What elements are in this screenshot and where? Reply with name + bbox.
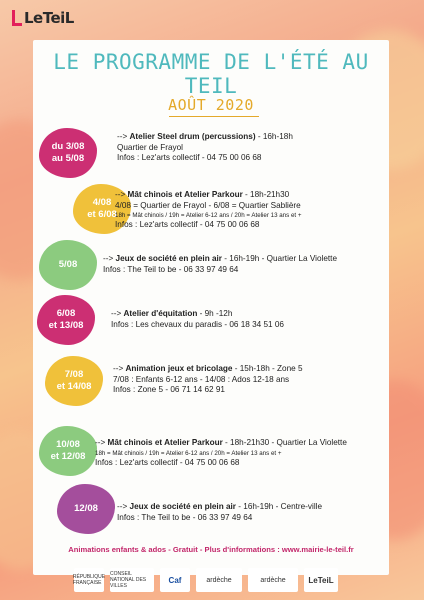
event-info-line: Infos : The Teil to be - 06 33 97 49 64 [103, 264, 239, 274]
event-details [95, 438, 383, 468]
date-badge [37, 295, 95, 345]
date-badge-line: 4/08 [92, 197, 112, 208]
event-item [33, 484, 389, 540]
event-title: Mât chinois et Atelier Parkour [127, 190, 243, 199]
date-badge-line: 12/08 [74, 503, 98, 514]
partner-label: ardèche [260, 576, 286, 584]
event-details [103, 254, 383, 275]
partner-logos [74, 566, 342, 594]
event-details [115, 190, 383, 231]
logo-text: LeTeiL [24, 9, 74, 27]
date-badge [39, 128, 97, 178]
event-info-line: Quartier de Frayol [117, 142, 183, 152]
event-details [113, 364, 383, 396]
date-badge-line: 6/08 [56, 308, 76, 319]
event-info-line: Infos : Lez'arts collectif - 04 75 00 06 68 [117, 153, 262, 162]
event-info-line: 7/08 : Enfants 6-12 ans - 14/08 : Ados 12-18 ans [113, 374, 290, 384]
date-badge-line: et 14/08 [56, 381, 92, 392]
event-item [33, 240, 389, 296]
event-info-line: 18h = Mât chinois / 19h = Atelier 6-12 ans / 20h = Atelier 13 ans et + [95, 449, 282, 457]
event-time: - 18h-21h30 - Quartier La Violette [222, 438, 347, 447]
event-info-line: Infos : Lez'arts collectif - 04 75 00 06 68 [115, 220, 260, 229]
event-title: Mât chinois et Atelier Parkour [107, 438, 223, 447]
ardeche-logo-2[interactable] [248, 568, 298, 592]
ardeche-logo[interactable] [196, 568, 242, 592]
event-details [117, 132, 383, 164]
event-info-line: Infos : Zone 5 - 06 71 14 62 91 [113, 385, 225, 394]
event-details [117, 502, 383, 523]
partner-label: Caf [168, 575, 182, 585]
date-badge-line: et 13/08 [48, 320, 84, 331]
page-title: LE PROGRAMME DE L'ÉTÉ AU TEIL [53, 50, 369, 98]
event-item [33, 128, 389, 184]
cnv-logo[interactable] [110, 568, 154, 592]
event-item [33, 426, 389, 482]
event-title-line [117, 502, 383, 513]
arrow-prefix: --> [103, 254, 116, 263]
le-teil-logo[interactable] [304, 568, 338, 592]
event-title: Jeux de société en plein air [115, 254, 222, 263]
arrow-prefix: --> [117, 502, 130, 511]
date-badge-line: et 12/08 [50, 451, 86, 462]
event-details [111, 309, 383, 330]
event-time: - 18h-21h30 [242, 190, 290, 199]
event-time: - 16h-19h - Quartier La Violette [222, 254, 337, 263]
event-time: - 15h-18h - Zone 5 [232, 364, 303, 373]
date-badge [45, 356, 103, 406]
subtitle-underline [169, 116, 259, 117]
event-title: Atelier Steel drum (percussions) [129, 132, 256, 141]
page-subtitle: AOÛT 2020 [168, 96, 254, 114]
event-title: Atelier d'équitation [123, 309, 198, 318]
event-title: Animation jeux et bricolage [125, 364, 233, 373]
date-badge-line: du 3/08 [51, 141, 85, 152]
date-badge [39, 240, 97, 290]
le-teil-logo[interactable] [12, 8, 74, 28]
date-badge-line: au 5/08 [51, 153, 85, 164]
event-item [33, 184, 389, 240]
program-card [33, 40, 389, 575]
arrow-prefix: --> [111, 309, 124, 318]
event-title-line [103, 254, 383, 265]
arrow-prefix: --> [115, 190, 128, 199]
event-time: - 9h -12h [197, 309, 233, 318]
footer-info: Animations enfants & ados - Gratuit - Plus d'informations : www.mairie-le-teil.fr [68, 545, 354, 554]
date-badge-line: 5/08 [58, 259, 78, 270]
partner-label: ardèche [206, 576, 232, 584]
event-info-line: Infos : The Teil to be - 06 33 97 49 64 [117, 512, 253, 522]
event-title-line [113, 364, 383, 375]
event-title-line [95, 438, 383, 449]
event-title: Jeux de société en plein air [129, 502, 236, 511]
event-info-line: Infos : Les chevaux du paradis - 06 18 34 51 06 [111, 319, 284, 329]
logo-mark-icon [12, 10, 22, 26]
event-info-line: 4/08 = Quartier de Frayol - 6/08 = Quartier Sablière [115, 200, 301, 210]
event-time: - 16h-18h [255, 132, 293, 141]
event-time: - 16h-19h - Centre-ville [236, 502, 323, 511]
date-badge [39, 426, 97, 476]
arrow-prefix: --> [95, 438, 108, 447]
date-badge-line: 10/08 [56, 439, 80, 450]
caf-logo[interactable] [160, 568, 190, 592]
event-title-line [115, 190, 383, 201]
date-badge [57, 484, 115, 534]
flag-icon[interactable] [74, 568, 104, 592]
event-title-line [117, 132, 383, 143]
date-badge-line: et 6/08 [87, 209, 117, 220]
event-info-line: 18h = Mât chinois / 19h = Atelier 6-12 ans / 20h = Atelier 13 ans et + [115, 212, 302, 219]
partner-label: LeTeiL [308, 575, 334, 585]
arrow-prefix: --> [117, 132, 130, 141]
partner-label: CONSEIL NATIONAL DES VILLES [110, 571, 147, 589]
date-badge-line: 7/08 [64, 369, 84, 380]
partner-label: RÉPUBLIQUE FRANÇAISE [72, 574, 106, 586]
event-item [33, 356, 389, 412]
arrow-prefix: --> [113, 364, 126, 373]
event-info-line: Infos : Lez'arts collectif - 04 75 00 06 68 [95, 457, 240, 467]
event-title-line [111, 309, 383, 320]
event-item [33, 295, 389, 351]
